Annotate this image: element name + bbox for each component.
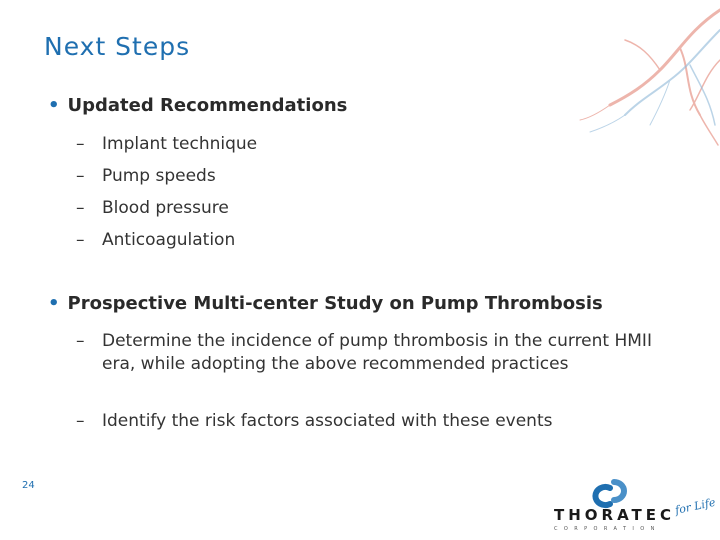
list-item-label: Identify the risk factors associated with these events	[102, 411, 553, 431]
list-item	[76, 165, 676, 188]
section-heading-study	[48, 293, 603, 314]
section-heading-label: Prospective Multi-center Study on Pump Thrombosis	[67, 293, 603, 314]
list-item	[76, 330, 686, 376]
dash-icon: –	[76, 331, 85, 351]
page-number: 24	[22, 480, 35, 491]
list-item-label: Pump speeds	[102, 166, 216, 186]
bullet-icon: •	[48, 293, 60, 314]
section-heading-recommendations	[48, 95, 347, 116]
list-item	[76, 410, 686, 433]
dash-icon: –	[76, 166, 85, 186]
list-item-label: Implant technique	[102, 134, 258, 154]
list-item	[76, 133, 676, 156]
list-item-label: Determine the incidence of pump thrombosis in the current HMII era, while adopting the above recommended practices	[102, 331, 652, 374]
bullet-icon: •	[48, 95, 60, 116]
list-item	[76, 197, 676, 220]
dash-icon: –	[76, 230, 85, 250]
logo-wordmark: THORATEC	[554, 506, 676, 524]
dash-icon: –	[76, 198, 85, 218]
logo-tagline: for Life	[673, 495, 717, 517]
dash-icon: –	[76, 134, 85, 154]
list-item-label: Anticoagulation	[102, 230, 236, 250]
section-heading-label: Updated Recommendations	[67, 95, 348, 116]
thoratec-logo-icon	[552, 474, 717, 532]
dash-icon: –	[76, 411, 85, 431]
logo-subtext: CORPORATION	[554, 526, 661, 532]
vein-illustration-icon	[540, 0, 720, 150]
slide-title: Next Steps	[44, 32, 191, 61]
list-item-label: Blood pressure	[102, 198, 229, 218]
list-item	[76, 229, 676, 252]
